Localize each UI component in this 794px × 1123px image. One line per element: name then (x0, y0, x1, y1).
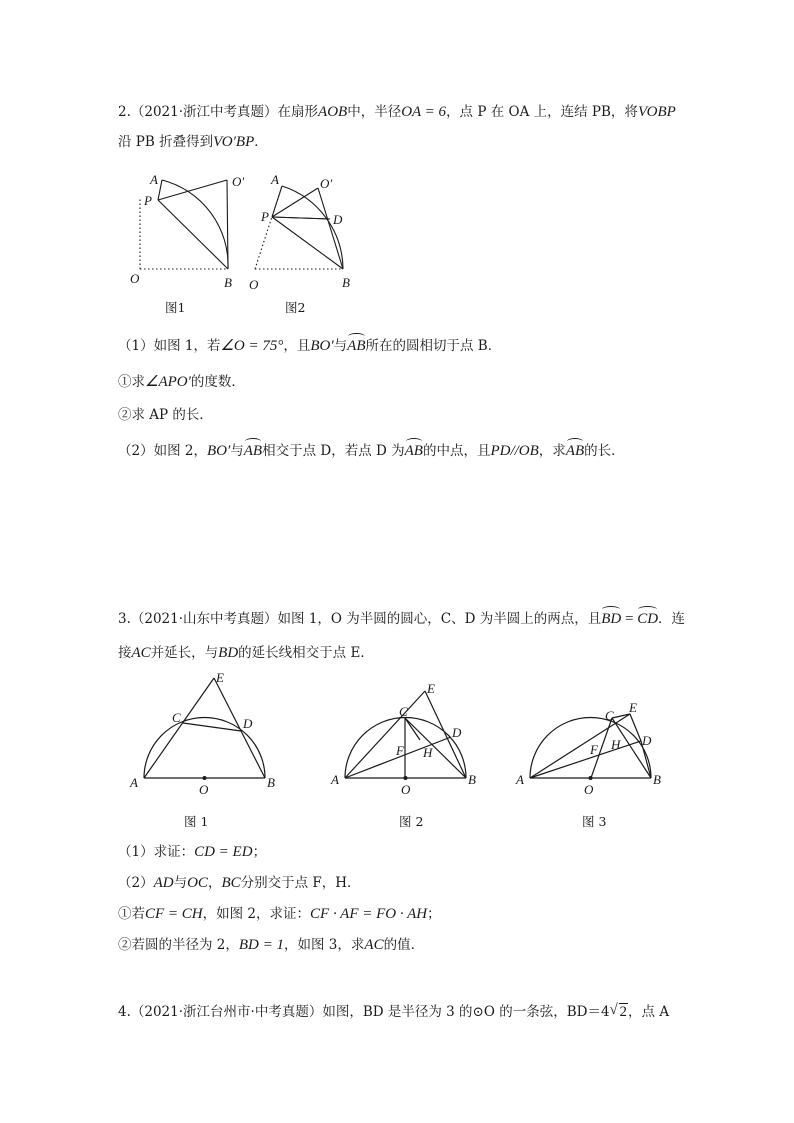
q3-sub1: ①若CF = CH，如图 2，求证：CF · AF = FO · AH； (118, 906, 441, 922)
q3-fig3-caption: 图 3 (582, 814, 607, 829)
label-D: D (333, 212, 343, 227)
label-O: O (199, 782, 209, 797)
label-E: E (427, 681, 435, 696)
label-P: P (261, 209, 269, 224)
label-H: H (423, 745, 433, 760)
label-A: A (331, 772, 339, 787)
label-A: A (271, 172, 279, 187)
q3-line1: 3.（2021·山东中考真题）如图 1，O 为半圆的圆心，C、D 为半圆上的两点，且BD = CD．连 (118, 611, 686, 627)
q2-sub1: ①求∠APO′的度数． (118, 374, 245, 390)
label-F: F (396, 743, 404, 758)
label-O-prime: O′ (232, 174, 245, 189)
q2-sub2: ②求 AP 的长． (118, 407, 213, 423)
arc-AB: AB (347, 338, 366, 354)
q2-part1: （1）如图 1，若∠O = 75°，且BO′与AB所在的圆相切于点 B． (118, 338, 502, 354)
q2-part2: （2）如图 2，BO′与AB相交于点 D，若点 D 为AB的中点，且PD//OB，求AB的长． (118, 443, 625, 459)
label-A: A (516, 772, 524, 787)
label-B: B (653, 772, 661, 787)
label-O: O (401, 782, 411, 797)
label-F: F (590, 742, 598, 757)
label-B: B (267, 775, 275, 790)
label-B: B (468, 772, 476, 787)
q3-fig1-caption: 图 1 (184, 814, 209, 829)
label-C: C (172, 710, 181, 725)
label-A: A (130, 775, 138, 790)
label-O-prime: O′ (320, 176, 333, 191)
label-B: B (224, 275, 232, 290)
label-O: O (584, 782, 594, 797)
q3-line2: 接AC并延长，与BD的延长线相交于点 E． (118, 645, 374, 661)
q3-part1: （1）求证：CD = ED； (118, 844, 267, 860)
label-C: C (605, 708, 614, 723)
q2-line1: 2.（2021·浙江中考真题）在扇形AOB中，半径OA = 6，点 P 在 OA 上，连结 PB，将VOBP (118, 104, 676, 120)
label-A: A (150, 172, 158, 187)
q3-fig2-caption: 图 2 (399, 814, 424, 829)
label-D: D (452, 725, 462, 740)
label-H: H (611, 737, 621, 752)
q3-part2: （2）AD与OC，BC分别交于点 F，H． (118, 875, 361, 891)
q2-line2: 沿 PB 折叠得到VO′BP． (118, 134, 268, 150)
label-E: E (629, 700, 637, 715)
q2-fig2-caption: 图2 (285, 300, 306, 315)
label-O: O (130, 271, 140, 286)
label-E: E (216, 670, 224, 685)
q2-fig1-caption: 图1 (165, 300, 186, 315)
sqrt-icon: √ (609, 1002, 618, 1018)
q4-line1: 4.（2021·浙江台州市·中考真题）如图，BD 是半径为 3 的⊙O 的一条弦，BD＝4 √ 2，点 A (118, 1002, 670, 1020)
label-O: O (249, 277, 259, 292)
label-P: P (144, 193, 152, 208)
q3-sub2: ②若圆的半径为 2，BD = 1，如图 3，求AC的值． (118, 937, 425, 953)
label-C: C (399, 704, 408, 719)
label-D: D (243, 716, 253, 731)
sqrt-2: √ 2 (609, 1002, 628, 1020)
label-B: B (342, 275, 350, 290)
label-D: D (642, 733, 652, 748)
